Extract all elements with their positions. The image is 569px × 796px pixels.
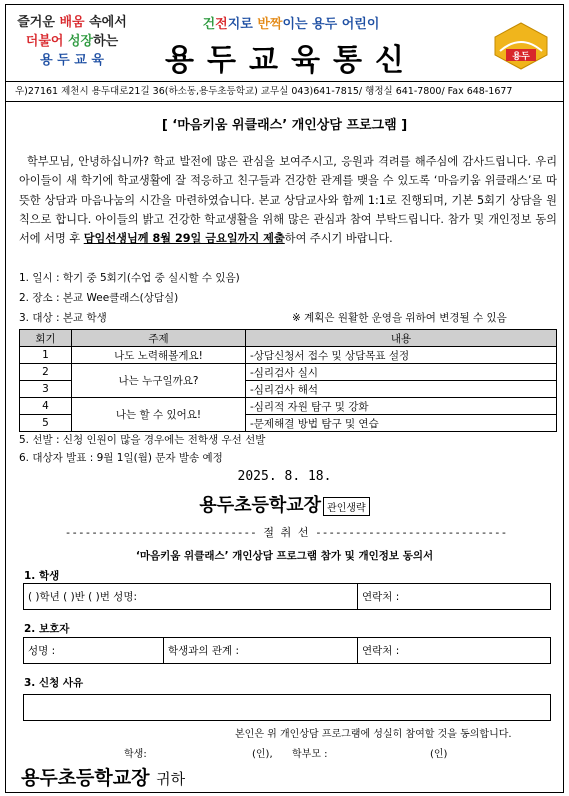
parent-sign-label: 학부모 : — [292, 749, 328, 760]
session-table — [19, 329, 557, 432]
addressee: 용두초등학교장 귀하 — [21, 767, 186, 789]
header-topic: 주제 — [72, 330, 246, 347]
info-announce: 6. 대상자 발표 : 9월 1일(월) 문자 발송 예정 — [19, 452, 223, 464]
change-note: ※ 계획은 원활한 운영을 위하여 변경될 수 있음 — [292, 312, 507, 324]
student-contact-field[interactable]: 연락처 : — [358, 584, 551, 610]
student-seal-mark[interactable]: (인), — [252, 749, 273, 760]
reason-section-label: 3. 신청 사유 — [24, 677, 84, 689]
info-place: 2. 장소 : 본교 Wee클래스(상담실) — [19, 292, 179, 304]
header-session: 회기 — [20, 330, 72, 347]
table-row: 4 나는 할 수 있어요! -심리적 자원 탐구 및 강화 — [20, 398, 557, 415]
info-target: 3. 대상 : 본교 학생 — [19, 312, 107, 324]
slogan: 건전지로 반짝이는 용두 어린이 — [202, 17, 380, 32]
svg-text:용두: 용두 — [512, 52, 530, 62]
table-row: 5 -문제해결 방법 탐구 및 연습 — [20, 415, 557, 432]
table-row — [24, 638, 551, 664]
issue-date: 2025. 8. 18. — [237, 469, 332, 484]
table-row: 3 -심리검사 해석 — [20, 381, 557, 398]
header-content: 내용 — [246, 330, 557, 347]
principal-signature: 용두초등학교장 관인생략 — [6, 491, 563, 517]
brand-logo: 즐거운 배움 속에서 더불어 성장하는 용 두 교 육 — [17, 15, 127, 68]
guardian-contact-field[interactable]: 연락처 : — [358, 638, 551, 664]
consent-form-title: ‘마음키움 위클래스’ 개인상담 프로그램 참가 및 개인정보 동의서 — [135, 550, 434, 562]
header — [6, 5, 563, 82]
student-info-table — [23, 583, 551, 610]
table-row: 1 나도 노력해볼게요! -상담신청서 접수 및 상담목표 설정 — [20, 347, 557, 364]
intro-paragraph: 학부모님, 안녕하십니까? 학교 발전에 많은 관심을 보여주시고, 응원과 격려를 해주심에 감사드립니다. 우리 아이들이 새 학기에 학교생활에 잘 적응하고 친구들과 건강한 관계를 맺을 수 있도록 ‘마음키움 위클래스’로 따뜻한 상담과 마음나눔의 시간을 마련하였습니다. 본교 상담교사와 함께 1:1로 진행되며, 기본 5회기 상담을 원칙으로 합니다. 아이들의 밝고 건강한 학교생활을 위해 많은 관심과 참여 부탁드립니다. 참가 및 개인정보 동의서에 서명 후 담임선생님께 8월 29일 금요일까지 제출하여 주시기 바랍니다. — [19, 155, 557, 246]
parent-seal-mark[interactable]: (인) — [430, 749, 448, 760]
student-sign-label: 학생: — [124, 749, 147, 760]
program-title: [ ‘마음키움 위클래스’ 개인상담 프로그램 ] — [161, 118, 408, 133]
reason-field[interactable] — [23, 694, 551, 721]
guardian-section-label: 2. 보호자 — [24, 623, 70, 635]
table-row — [24, 584, 551, 610]
student-section-label: 1. 학생 — [24, 570, 60, 582]
student-grade-field[interactable]: ( )학년 ( )반 ( )번 성명: — [24, 584, 358, 610]
info-schedule: 1. 일시 : 학기 중 5회기(수업 중 실시할 수 있음) — [19, 272, 240, 284]
guardian-info-table — [23, 637, 551, 664]
deadline-text: 담임선생님께 8월 29일 금요일까지 제출 — [83, 232, 285, 246]
seal-omitted-badge: 관인생략 — [323, 497, 370, 516]
school-emblem-icon — [492, 21, 550, 71]
page-border — [5, 4, 564, 793]
table-header-row — [20, 330, 557, 347]
school-address: 우)27161 제천시 용두대로21길 36(하소동,용두초등학교) 교무실 043)641-7815/ 행정실 641-7800/ Fax 648-1677 — [6, 82, 563, 102]
guardian-relation-field[interactable]: 학생과의 관계 : — [164, 638, 358, 664]
table-row: 2 나는 누구일까요? -심리검사 실시 — [20, 364, 557, 381]
newsletter-title: 용두교육통신 — [165, 43, 417, 78]
cut-line: ----------------------------- 절 취 선 ----------------------------- — [64, 526, 508, 539]
guardian-name-field[interactable]: 성명 : — [24, 638, 164, 664]
info-selection: 5. 선발 : 신청 인원이 많을 경우에는 전학생 우선 선발 — [19, 434, 266, 446]
consent-statement: 본인은 위 개인상담 프로그램에 성실히 참여할 것을 동의합니다. — [235, 729, 512, 740]
